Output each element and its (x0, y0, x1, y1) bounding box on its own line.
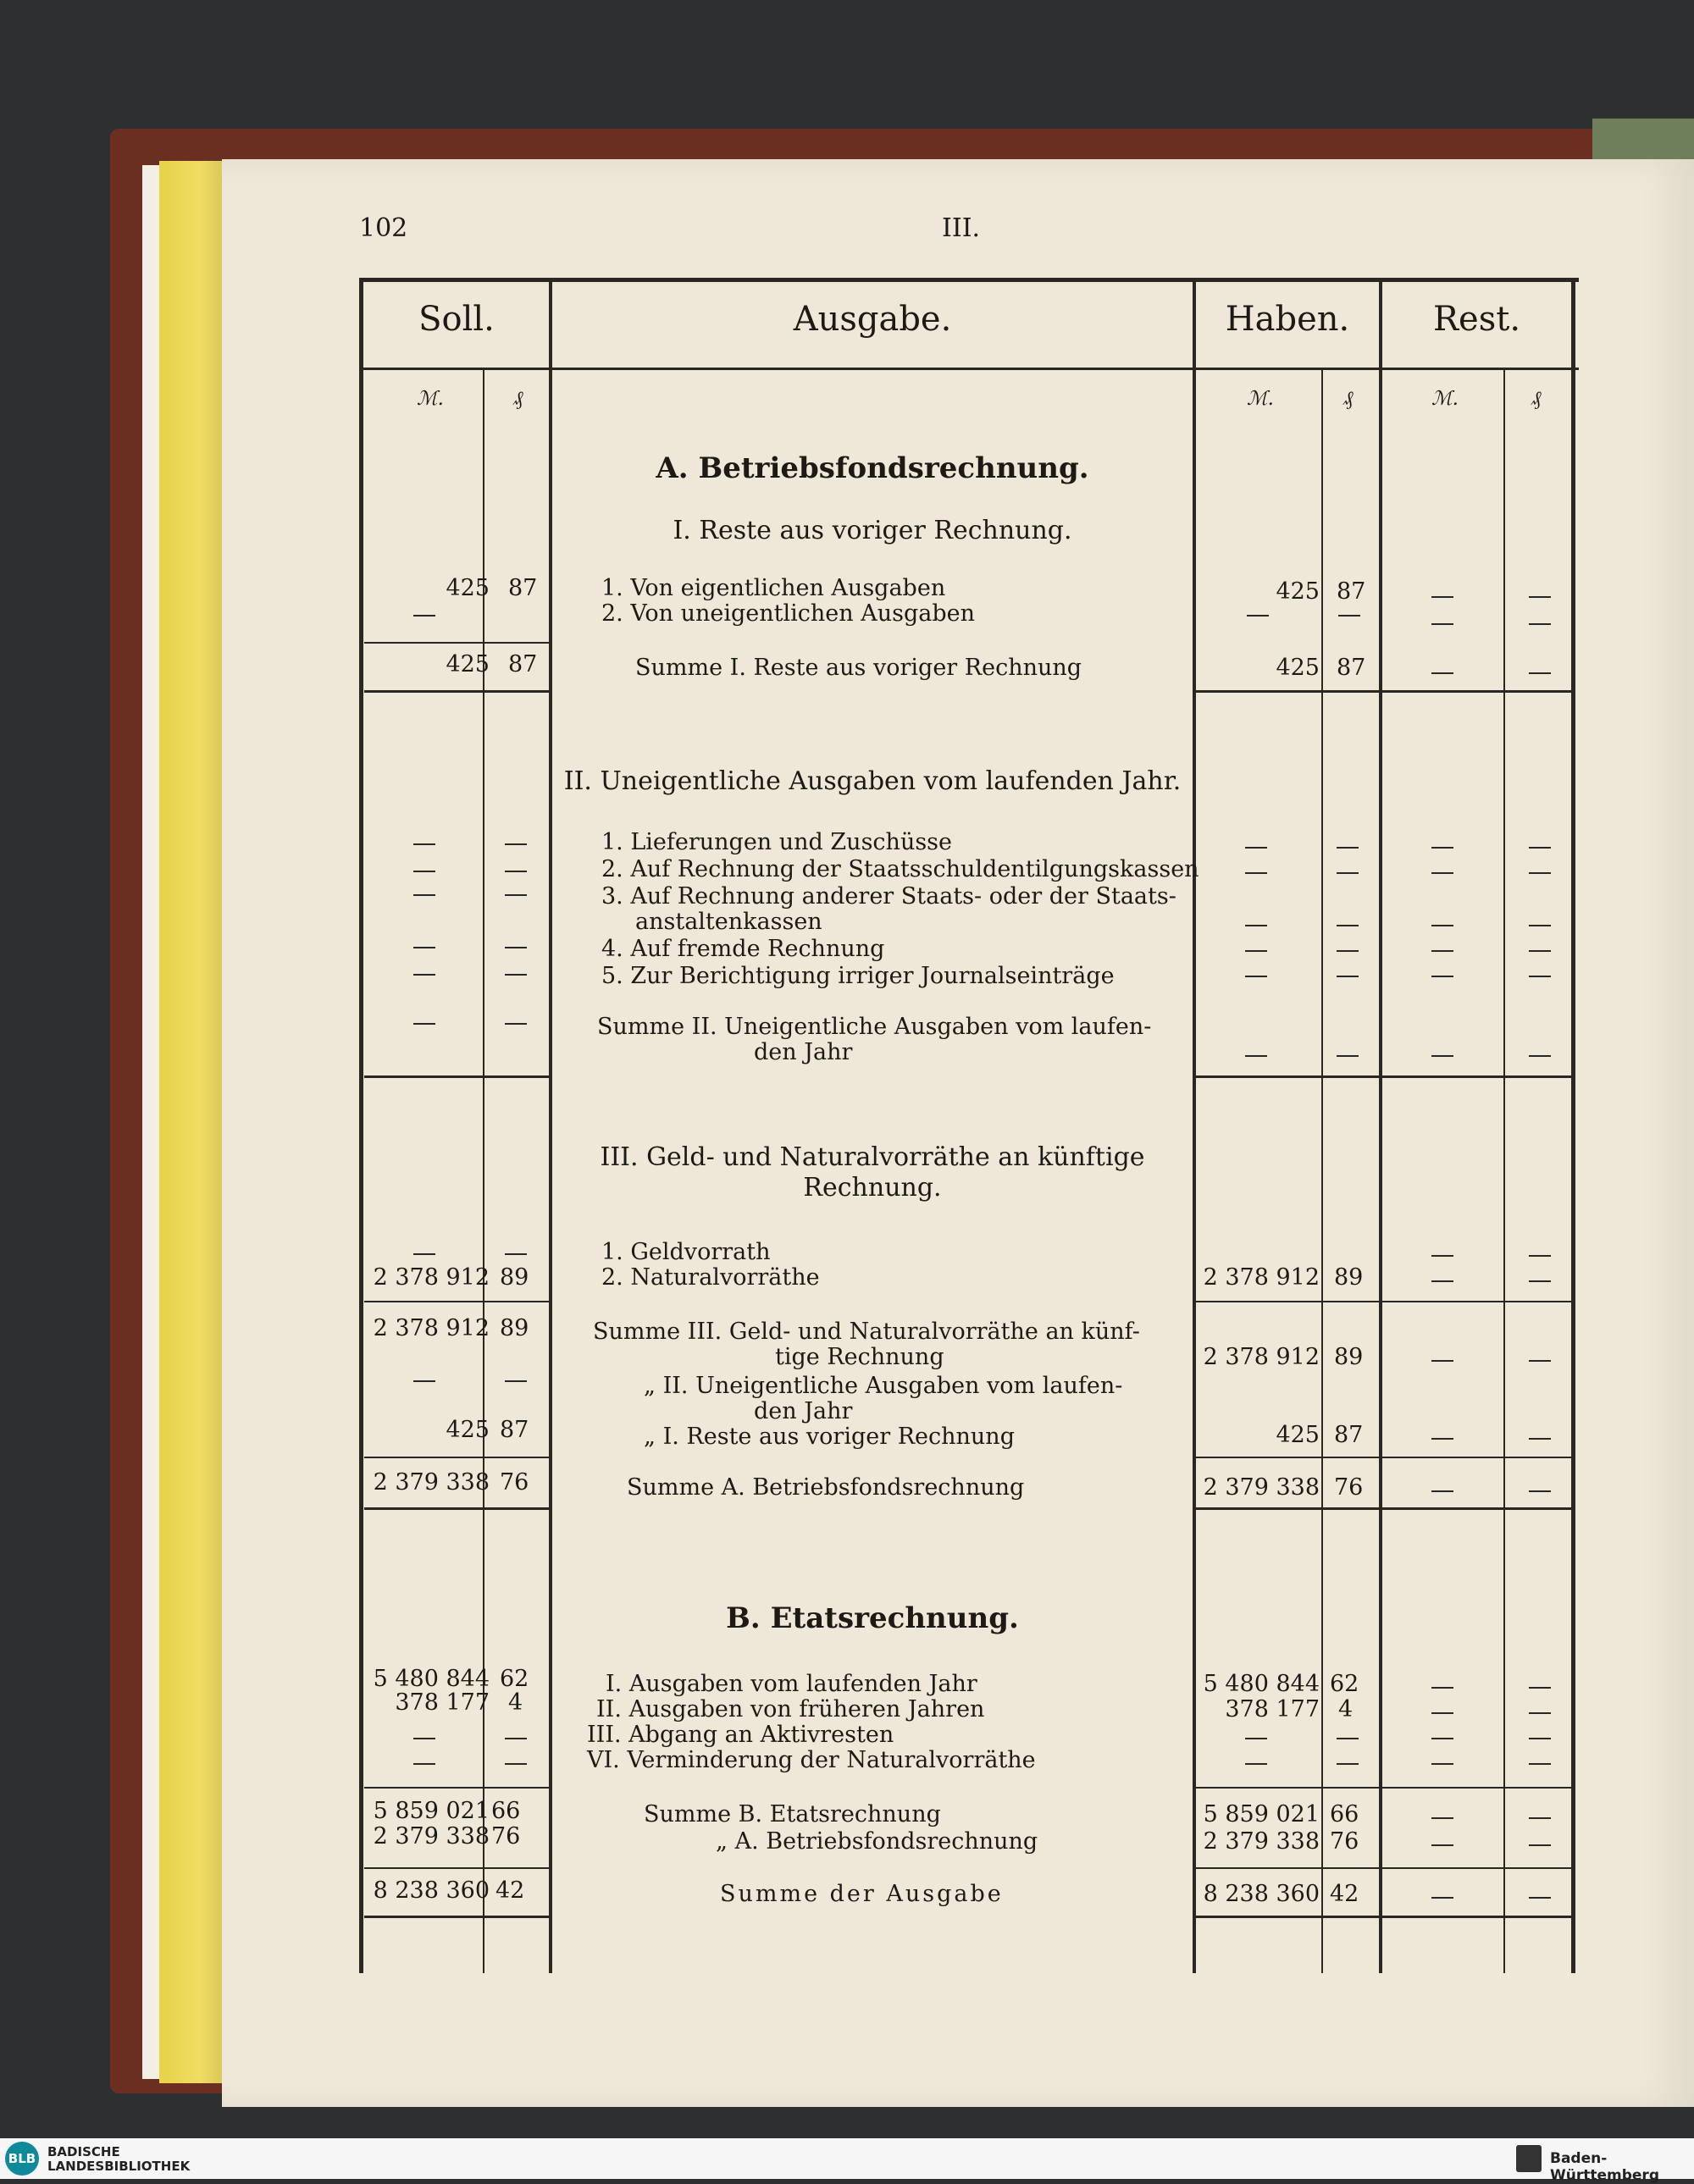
haben-mark: 425 (1276, 655, 1320, 681)
haben-mark: 425 (1276, 578, 1320, 605)
sum-label: „ A. Betriebsfondsrechnung (716, 1828, 1038, 1855)
row-label: II. Ausgaben von früheren Jahren (596, 1696, 985, 1722)
sum-label: Summe III. Geld- und Naturalvorräthe an künf- (593, 1319, 1140, 1345)
haben-mark: 425 (1276, 1422, 1320, 1448)
soll-pf: 87 (508, 651, 538, 677)
row-label: 1. Von eigentlichen Ausgaben (601, 575, 946, 601)
header-rest: Rest. (1432, 300, 1521, 339)
soll-pf: 62 (500, 1666, 529, 1692)
soll-pf: 87 (508, 575, 538, 601)
haben-pf: 62 (1330, 1671, 1359, 1697)
unit-pf: ₰ (1531, 388, 1542, 410)
soll-mark: 5 859 021 (373, 1798, 490, 1824)
soll-mark: 2 379 338 (373, 1823, 490, 1849)
library-name-line2: LANDESBIBLIOTHEK (47, 2159, 191, 2174)
unit-mark: ℳ. (417, 388, 444, 410)
soll-mark: 2 378 912 (373, 1315, 490, 1341)
haben-pf: 76 (1334, 1474, 1364, 1501)
section-a-sub3b: Rechnung. (803, 1173, 942, 1203)
unit-mark: ℳ. (1247, 388, 1274, 410)
haben-mark: 378 177 (1225, 1696, 1320, 1722)
page-edge-gilt (159, 161, 227, 2083)
haben-pf: 42 (1330, 1881, 1359, 1907)
soll-pf: 89 (500, 1264, 529, 1291)
haben-pf: 87 (1334, 1422, 1364, 1448)
sum-label: Summe B. Etatsrechnung (644, 1801, 941, 1827)
section-a-sub3: III. Geld- und Naturalvorräthe an künftige (600, 1142, 1145, 1172)
haben-mark: 2 379 338 (1203, 1828, 1320, 1855)
section-a-sub1: I. Reste aus voriger Rechnung. (673, 516, 1072, 545)
row-label: anstaltenkassen (635, 909, 822, 935)
row-label: 2. Von uneigentlichen Ausgaben (601, 600, 975, 627)
haben-mark: 5 859 021 (1203, 1801, 1320, 1827)
soll-mark: 425 (446, 575, 490, 601)
soll-mark: 425 (446, 651, 490, 677)
haben-pf: 76 (1330, 1828, 1359, 1855)
section-b-title: B. Etatsrechnung. (726, 1601, 1019, 1635)
page-number: 102 (359, 213, 408, 243)
unit-mark: ℳ. (1431, 388, 1459, 410)
library-name-line1: BADISCHE (47, 2144, 120, 2159)
row-label: III. Abgang an Aktivresten (587, 1722, 894, 1748)
sum-label: tige Rechnung (775, 1344, 944, 1370)
sum-label: Summe A. Betriebsfondsrechnung (627, 1474, 1025, 1501)
total-label: Summe der Ausgabe (720, 1881, 1004, 1907)
state-coat-of-arms-icon (1516, 2145, 1542, 2172)
haben-pf: 4 (1338, 1696, 1354, 1722)
haben-mark: 2 379 338 (1203, 1474, 1320, 1501)
haben-pf: 89 (1334, 1344, 1364, 1370)
unit-pf: ₰ (513, 388, 523, 410)
state-name: Baden-Württemberg (1550, 2150, 1659, 2184)
haben-mark: 5 480 844 (1203, 1671, 1320, 1697)
haben-mark: 2 378 912 (1203, 1344, 1320, 1370)
row-label: VI. Verminderung der Naturalvorräthe (587, 1747, 1036, 1773)
row-label: 1. Geldvorrath (601, 1239, 771, 1265)
sum-label: Summe I. Reste aus voriger Rechnung (635, 655, 1082, 681)
soll-mark: 2 378 912 (373, 1264, 490, 1291)
viewer-footer (0, 2138, 1694, 2184)
header-haben: Haben. (1225, 300, 1350, 339)
unit-pf: ₰ (1343, 388, 1354, 410)
library-logo-icon[interactable]: BLB (5, 2142, 39, 2176)
soll-pf: 89 (500, 1315, 529, 1341)
sum-label: „ II. Uneigentliche Ausgaben vom laufen- (644, 1373, 1123, 1399)
library-name (47, 2145, 190, 2174)
header-ausgabe: Ausgabe. (793, 300, 952, 339)
row-label: 2. Naturalvorräthe (601, 1264, 820, 1291)
soll-pf: 4 (508, 1689, 523, 1716)
haben-pf: 87 (1337, 578, 1366, 605)
row-label: 2. Auf Rechnung der Staatsschuldentilgungskassen (601, 856, 1199, 882)
soll-mark: 8 238 360 (373, 1877, 490, 1904)
row-label: 5. Zur Berichtigung irriger Journalseinträge (601, 963, 1115, 989)
soll-mark: 425 (446, 1417, 490, 1443)
haben-mark: 8 238 360 (1203, 1881, 1320, 1907)
section-a-sub2: II. Uneigentliche Ausgaben vom laufenden Jahr. (563, 766, 1182, 796)
header-soll: Soll. (418, 300, 495, 339)
soll-pf: 42 (495, 1877, 525, 1904)
soll-pf: 76 (500, 1469, 529, 1496)
soll-pf: 76 (491, 1823, 521, 1849)
section-a-title: A. Betriebsfondsrechnung. (656, 451, 1089, 485)
sum-label: Summe II. Uneigentliche Ausgaben vom laufen- (597, 1014, 1152, 1040)
sum-label: den Jahr (754, 1039, 853, 1065)
haben-pf: 89 (1334, 1264, 1364, 1291)
soll-mark: 2 379 338 (373, 1469, 490, 1496)
row-label: 4. Auf fremde Rechnung (601, 936, 885, 962)
haben-pf: 87 (1337, 655, 1366, 681)
row-label: 3. Auf Rechnung anderer Staats- oder der Staats- (601, 883, 1176, 910)
soll-pf: 87 (500, 1417, 529, 1443)
soll-mark: 378 177 (395, 1689, 490, 1716)
sum-label: „ I. Reste aus voriger Rechnung (644, 1424, 1015, 1450)
sum-label: den Jahr (754, 1398, 853, 1424)
soll-pf: 66 (491, 1798, 521, 1824)
row-label: 1. Lieferungen und Zuschüsse (601, 829, 953, 855)
haben-pf: 66 (1330, 1801, 1359, 1827)
section-number: III. (942, 213, 981, 243)
haben-mark: 2 378 912 (1203, 1264, 1320, 1291)
soll-mark: 5 480 844 (373, 1666, 490, 1692)
row-label: I. Ausgaben vom laufenden Jahr (606, 1671, 977, 1697)
